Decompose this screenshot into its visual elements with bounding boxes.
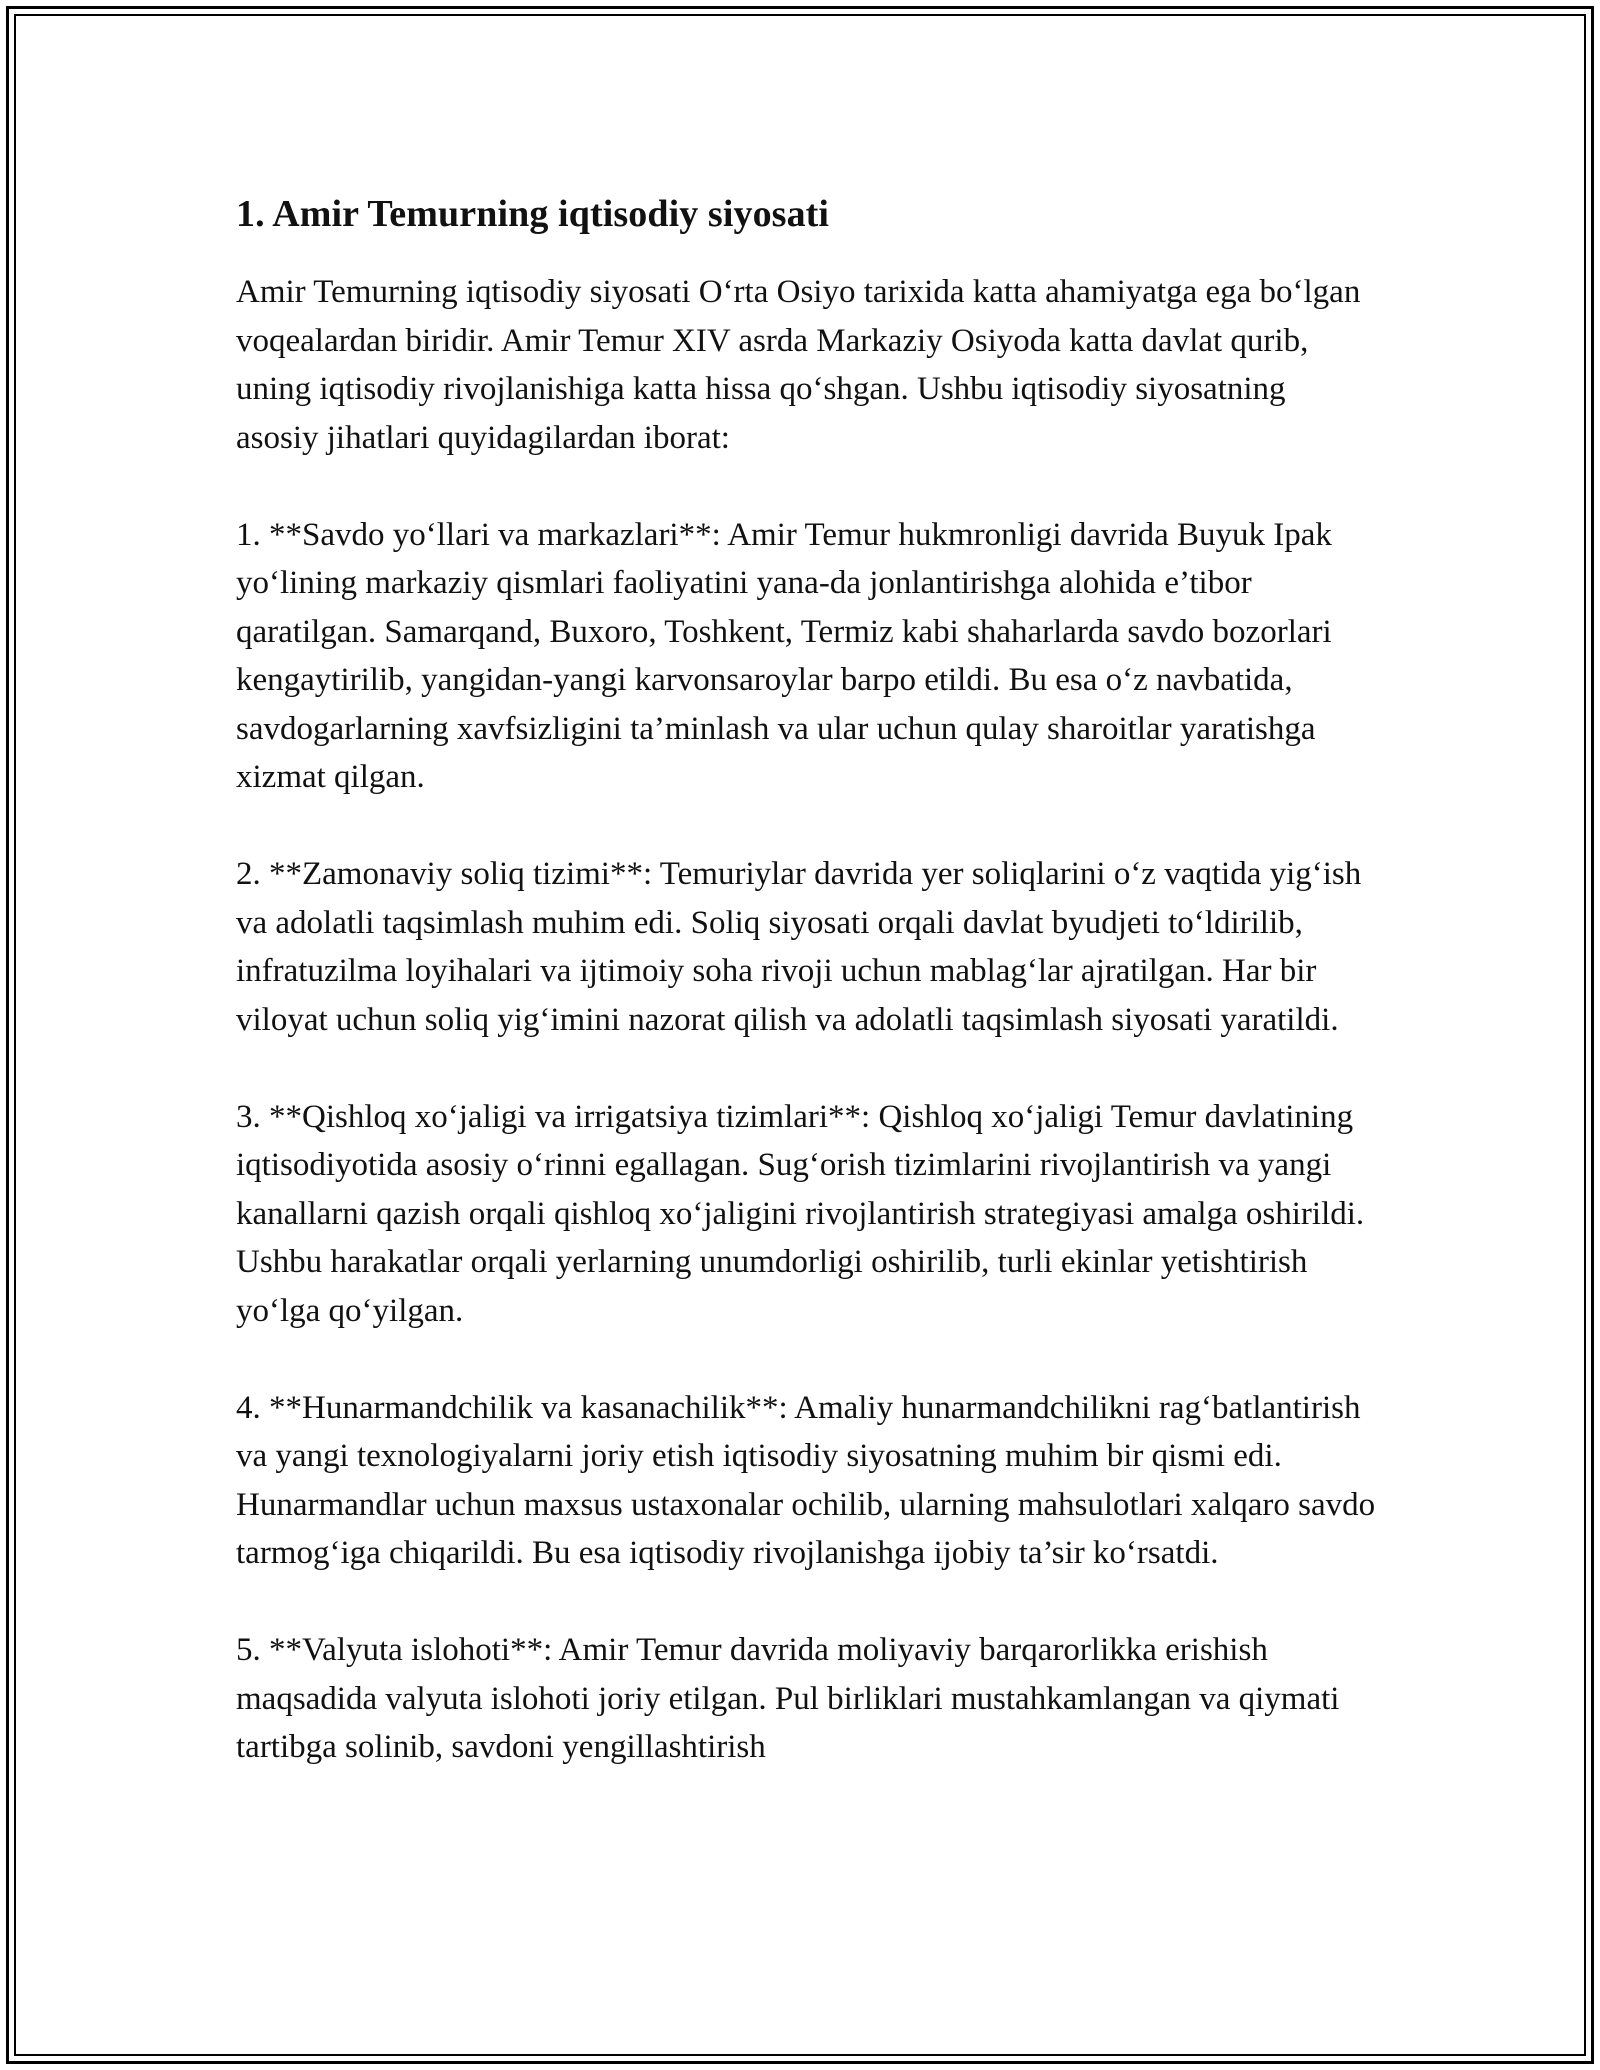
paragraph-currency-reform: 5. **Valyuta islohoti**: Amir Temur davrida moliyaviy barqarorlikka erishish maqsadida valyuta islohoti joriy etilgan. Pul birliklari mustahkamlangan va qiymati tartibga solinib, savdoni yengillashtirish <box>236 1632 1340 1765</box>
paragraph-trade-routes: 1. **Savdo yo‘llari va markazlari**: Amir Temur hukmronligi davrida Buyuk Ipak yo‘lining markaziy qismlari faoliyatini yana-da jonlantirishga alohida e’tibor qaratilgan. Samarqand, Buxoro, Toshkent, Termiz kabi shaharlarda savdo bozorlari kengaytirilib, yangidan-yangi karvonsaroylar barpo etildi. Bu esa o‘z navbatida, savdogarlarning xavfsizligini ta’minlash va ular uchun qulay sharoitlar yaratishga xizmat qilgan. <box>236 516 1332 795</box>
document-body <box>236 186 1376 1772</box>
intro-paragraph: Amir Temurning iqtisodiy siyosati O‘rta Osiyo tarixida katta ahamiyatga ega bo‘lgan voqealardan biridir. Amir Temur XIV asrda Markaziy Osiyoda katta davlat qurib, uning iqtisodiy rivojlanishiga katta hissa qo‘shgan. Ushbu iqtisodiy siyosatning asosiy jihatlari quyidagilardan iborat: <box>236 274 1361 456</box>
paragraph-tax-system: 2. **Zamonaviy soliq tizimi**: Temuriylar davrida yer soliqlarini o‘z vaqtida yig‘ish va adolatli taqsimlash muhim edi. Soliq siyosati orqali davlat byudjeti to‘ldirilib, infratuzilma loyihalari va ijtimoiy soha rivoji uchun mablag‘lar ajratilgan. Har bir viloyat uchun soliq yig‘imini nazorat qilish va adolatli taqsimlash siyosati yaratildi. <box>236 856 1362 1038</box>
document-heading: 1. Amir Temurning iqtisodiy siyosati <box>236 193 830 235</box>
paragraph-agriculture: 3. **Qishloq xo‘jaligi va irrigatsiya tizimlari**: Qishloq xo‘jaligi Temur davlatining iqtisodiyotida asosiy o‘rinni egallagan. Sug‘orish tizimlarini rivojlantirish va yangi kanallarni qazish orqali qishloq xo‘jaligini rivojlantirish strategiyasi amalga oshirildi. Ushbu harakatlar orqali yerlarning unumdorligi oshirilib, turli ekinlar yetishtirish yo‘lga qo‘yilgan. <box>236 1098 1365 1329</box>
paragraph-crafts: 4. **Hunarmandchilik va kasanachilik**: Amaliy hunarmandchilikni rag‘batlantirish va yangi texnologiyalarni joriy etish iqtisodiy siyosatning muhim bir qismi edi. Hunarmandlar uchun maxsus ustaxonalar ochilib, ularning mahsulotlari xalqaro savdo tarmog‘iga chiqarildi. Bu esa iqtisodiy rivojlanishga ijobiy ta’sir ko‘rsatdi. <box>236 1389 1376 1571</box>
